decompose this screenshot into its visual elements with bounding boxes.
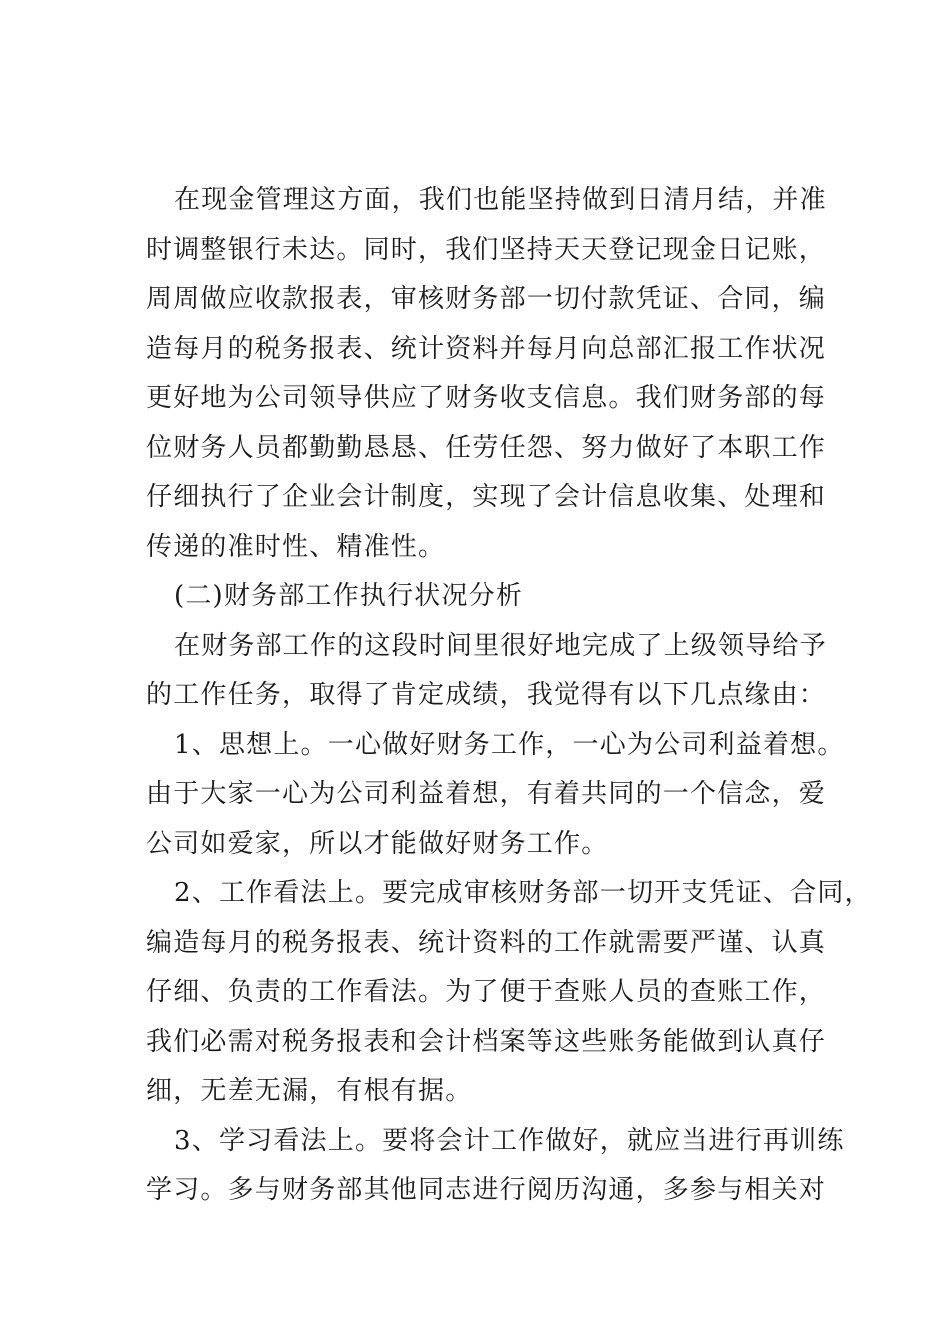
text-line: 的工作任务，取得了肯定成绩，我觉得有以下几点缘由： bbox=[146, 680, 827, 710]
text-line: 传递的准时性、精准性。 bbox=[146, 531, 446, 562]
text-line: 更好地为公司领导供应了财务收支信息。我们财务部的每 bbox=[146, 383, 827, 413]
list-item-heading: 2、工作看法上。要完成审核财务部一切开支凭证、合同， bbox=[174, 878, 872, 908]
text-line: 在财务部工作的这段时间里很好地完成了上级领导给予 bbox=[174, 630, 827, 661]
list-item-heading: 1、思想上。一心做好财务工作，一心为公司利益着想。 bbox=[174, 729, 845, 760]
text-line: 细，无差无漏，有根有据。 bbox=[146, 1076, 473, 1106]
text-line: 仔细执行了企业会计制度，实现了会计信息收集、处理和 bbox=[146, 482, 827, 512]
text-line: 周周做应收款报表，审核财务部一切付款凭证、合同，编 bbox=[146, 284, 827, 314]
text-line: 编造每月的税务报表、统计资料的工作就需要严谨、认真 bbox=[146, 927, 827, 958]
text-line: 由于大家一心为公司利益着想，有着共同的一个信念，爱 bbox=[146, 779, 827, 809]
text-line: 在现金管理这方面，我们也能坚持做到日清月结，并准 bbox=[174, 185, 827, 215]
section-heading: (二)财务部工作执行状况分析 bbox=[174, 581, 524, 611]
text-line: 我们必需对税务报表和会计档案等这些账务能做到认真仔 bbox=[146, 1026, 827, 1057]
text-line: 位财务人员都勤勤恳恳、任劳任怨、努力做好了本职工作 bbox=[146, 432, 827, 463]
text-line: 公司如爱家，所以才能做好财务工作。 bbox=[146, 828, 609, 859]
text-line: 学习。多与财务部其他同志进行阅历沟通，多参与相关对 bbox=[146, 1175, 827, 1205]
body-text bbox=[146, 176, 872, 1216]
text-line: 时调整银行未达。同时，我们坚持天天登记现金日记账， bbox=[146, 234, 827, 265]
list-item-heading: 3、学习看法上。要将会计工作做好，就应当进行再训练 bbox=[174, 1125, 845, 1156]
text-line: 造每月的税务报表、统计资料并每月向总部汇报工作状况 bbox=[146, 333, 827, 364]
text-line: 仔细、负责的工作看法。为了便于查账人员的查账工作， bbox=[146, 977, 827, 1007]
